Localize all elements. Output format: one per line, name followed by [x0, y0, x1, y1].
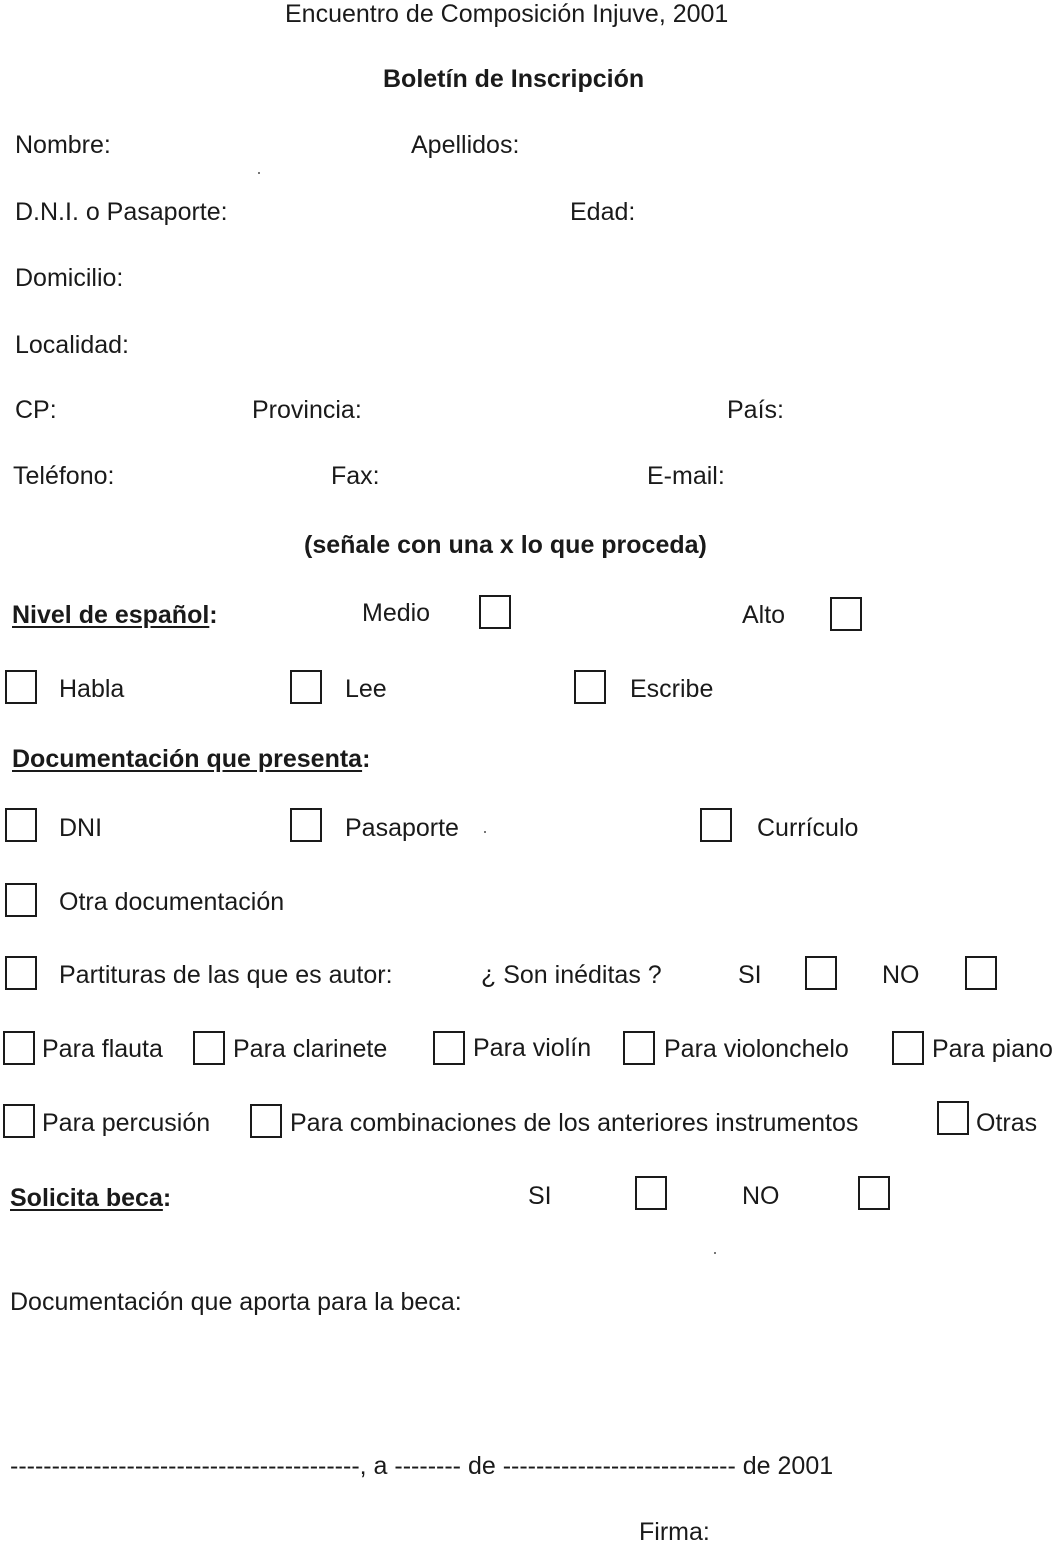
escribe-checkbox[interactable]: [574, 670, 606, 704]
violin-checkbox[interactable]: [433, 1031, 465, 1065]
escribe-label: Escribe: [630, 675, 714, 703]
dni-label: D.N.I. o Pasaporte:: [15, 198, 228, 226]
nombre-label: Nombre:: [15, 131, 111, 159]
email-label: E-mail:: [647, 462, 725, 490]
medio-checkbox[interactable]: [479, 595, 511, 629]
beca-aporta-label: Documentación que aporta para la beca:: [10, 1288, 462, 1316]
partituras-checkbox[interactable]: [5, 956, 37, 990]
beca-no-label: NO: [742, 1182, 780, 1210]
partituras-label: Partituras de las que es autor:: [59, 961, 393, 989]
apellidos-label: Apellidos:: [411, 131, 520, 159]
scan-speck: [484, 831, 486, 833]
pasaporte-checkbox[interactable]: [290, 808, 322, 842]
otras-checkbox[interactable]: [937, 1101, 969, 1135]
combinaciones-label: Para combinaciones de los anteriores instrumentos: [290, 1109, 859, 1137]
scan-speck: [258, 172, 260, 174]
scan-speck: [714, 1252, 716, 1254]
piano-checkbox[interactable]: [892, 1031, 924, 1065]
provincia-label: Provincia:: [252, 396, 362, 424]
dni-doc-label: DNI: [59, 814, 103, 842]
flauta-label: Para flauta: [42, 1035, 163, 1063]
beca-heading: Solicita beca:: [10, 1184, 172, 1212]
pasaporte-label: Pasaporte: [345, 814, 459, 842]
percusion-checkbox[interactable]: [3, 1104, 35, 1138]
violonchelo-label: Para violonchelo: [664, 1035, 849, 1063]
lee-label: Lee: [345, 675, 387, 703]
curriculo-label: Currículo: [757, 814, 859, 842]
instruction-text: (señale con una x lo que proceda): [304, 531, 707, 559]
habla-checkbox[interactable]: [5, 670, 37, 704]
habla-label: Habla: [59, 675, 125, 703]
form-title: Encuentro de Composición Injuve, 2001: [285, 0, 729, 28]
ineditas-si-label: SI: [738, 961, 762, 989]
firma-label: Firma:: [639, 1518, 710, 1546]
edad-label: Edad:: [570, 198, 636, 226]
domicilio-label: Domicilio:: [15, 264, 124, 292]
cp-label: CP:: [15, 396, 57, 424]
beca-si-checkbox[interactable]: [635, 1176, 667, 1210]
alto-label: Alto: [742, 601, 786, 629]
dni-checkbox[interactable]: [5, 808, 37, 842]
otra-documentacion-label: Otra documentación: [59, 888, 285, 916]
telefono-label: Teléfono:: [13, 462, 115, 490]
violin-label: Para violín: [473, 1034, 592, 1062]
alto-checkbox[interactable]: [830, 597, 862, 631]
nivel-heading: Nivel de español:: [12, 601, 218, 629]
combinaciones-checkbox[interactable]: [250, 1104, 282, 1138]
ineditas-no-label: NO: [882, 961, 920, 989]
curriculo-checkbox[interactable]: [700, 808, 732, 842]
violonchelo-checkbox[interactable]: [623, 1031, 655, 1065]
clarinete-label: Para clarinete: [233, 1035, 388, 1063]
localidad-label: Localidad:: [15, 331, 129, 359]
date-line: ------------------------------------------, a -------- de ---------------------------- de 2001: [10, 1452, 834, 1480]
percusion-label: Para percusión: [42, 1109, 211, 1137]
otra-documentacion-checkbox[interactable]: [5, 883, 37, 917]
clarinete-checkbox[interactable]: [193, 1031, 225, 1065]
medio-label: Medio: [362, 599, 431, 627]
pais-label: País:: [727, 396, 784, 424]
lee-checkbox[interactable]: [290, 670, 322, 704]
otras-label: Otras: [976, 1109, 1038, 1137]
flauta-checkbox[interactable]: [3, 1031, 35, 1065]
fax-label: Fax:: [331, 462, 380, 490]
documentacion-heading: Documentación que presenta:: [12, 745, 371, 773]
beca-si-label: SI: [528, 1182, 552, 1210]
form-subtitle: Boletín de Inscripción: [383, 65, 645, 93]
ineditas-no-checkbox[interactable]: [965, 956, 997, 990]
beca-no-checkbox[interactable]: [858, 1176, 890, 1210]
ineditas-si-checkbox[interactable]: [805, 956, 837, 990]
ineditas-label: ¿ Son inéditas ?: [481, 961, 662, 989]
piano-label: Para piano: [932, 1035, 1053, 1063]
